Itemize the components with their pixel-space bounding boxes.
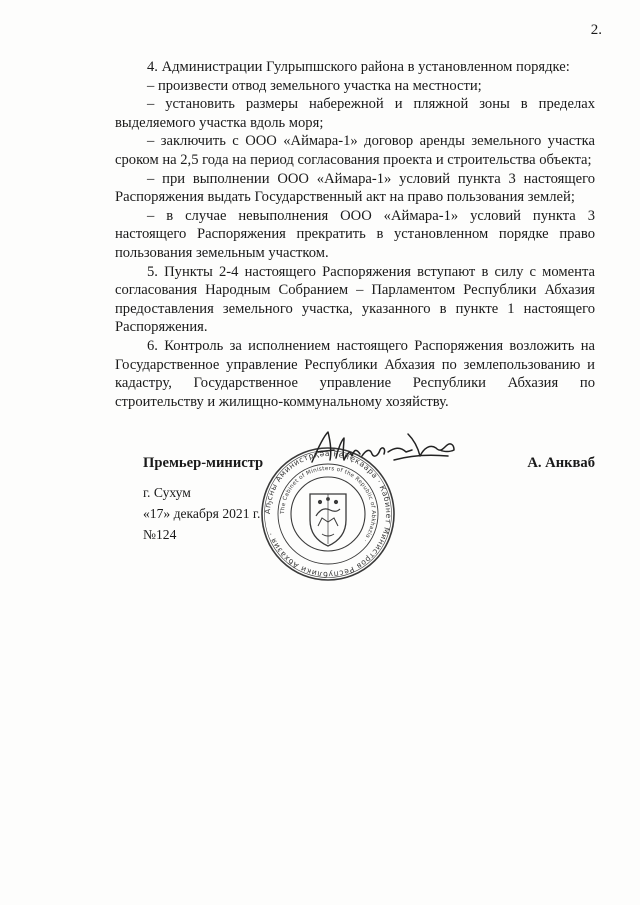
svg-text:The Cabinet of Ministers of th: The Cabinet of Ministers of the Republic of Abkhazia · bbox=[279, 465, 377, 543]
paragraph-6: 6. Контроль за исполнением настоящего Распоряжения возложить на Государственное управление Республики Абхазия по землепользованию и кадастру, Государственное управление Республики Абхазия по строительству и жилищно-коммунальному хозяйству. bbox=[115, 337, 595, 410]
order-number: №124 bbox=[143, 527, 177, 542]
svg-text:Аҧсны Аминистрқәа Реиҿкаара ·: Аҧсны Аминистрқәа Реиҿкаара · Кабинет Министров Республики Абхазия · bbox=[262, 448, 394, 580]
paragraph-4: 4. Администрации Гулрыпшского района в установленном порядке: bbox=[147, 59, 570, 75]
page-number: 2. bbox=[590, 22, 602, 38]
paragraph-4-item-1: – произвести отвод земельного участка на местности; bbox=[147, 77, 482, 94]
issue-city: г. Сухум bbox=[143, 485, 191, 500]
paragraph-4-item-3: – заключить с ООО «Аймара-1» договор аренды земельного участка сроком на 2,5 года на период согласования проекта и строительства объекта; bbox=[115, 133, 595, 168]
paragraph-5: 5. Пункты 2-4 настоящего Распоряжения вступают в силу с момента согласования Народным Собранием – Парламентом Республики Абхазия предоставления земельного участка, указанного в пункте 1 настоящего Распоряжения. bbox=[115, 263, 595, 336]
paragraph-4-item-4: – при выполнении ООО «Аймара-1» условий пункта 3 настоящего Распоряжения выдать Государственный акт на право пользования землей; bbox=[115, 170, 595, 206]
document-body bbox=[115, 58, 595, 411]
issue-date: «17» декабря 2021 г. bbox=[143, 506, 261, 521]
paragraph-4-item-5: – в случае невыполнения ООО «Аймара-1» условий пункта 3 настоящего Распоряжения прекратить в установленном порядке право пользования земельным участком. bbox=[115, 207, 595, 261]
signatory-title: Премьер-министр bbox=[143, 455, 264, 471]
signatory-name: А. Анкваб bbox=[527, 455, 595, 471]
paragraph-4-item-2: – установить размеры набережной и пляжной зоны в пределах выделяемого участка вдоль моря; bbox=[115, 96, 595, 131]
signature-block bbox=[143, 455, 595, 595]
